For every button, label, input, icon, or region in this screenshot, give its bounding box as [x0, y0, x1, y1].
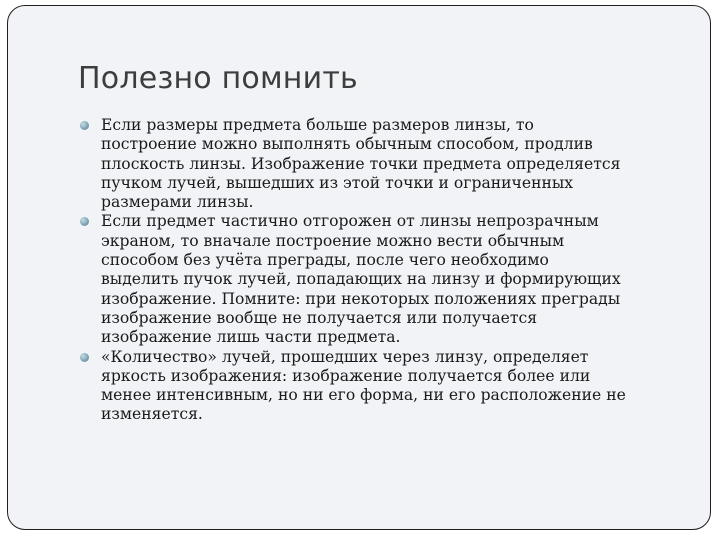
text-line: Если предмет частично отгорожен от линзы непрозрачным [101, 212, 599, 231]
bullet-item [80, 348, 680, 425]
slide-title: Полезно помнить [78, 61, 358, 96]
text-line: яркость изображения: изображение получается более или [101, 366, 591, 385]
text-line: размерами линзы. [101, 193, 254, 212]
bullet-text [101, 116, 680, 212]
bullet-item [80, 212, 680, 347]
bullet-list [80, 116, 680, 425]
text-line: плоскость линзы. Изображение точки предмета определяется [101, 154, 621, 173]
text-line: способом без учёта преграды, после чего необходимо [101, 251, 549, 270]
bullet-text [101, 348, 680, 425]
text-line: «Количество» лучей, прошедших через линзу, определяет [101, 347, 589, 366]
bullet-text [101, 212, 680, 347]
bullet-dot-icon [80, 353, 89, 362]
text-line: изображение. Помните: при некоторых положениях преграды [101, 289, 621, 308]
text-line: изображение лишь части предмета. [101, 328, 401, 347]
bullet-dot-icon [80, 121, 89, 130]
text-line: построение можно выполнять обычным способом, продлив [101, 135, 593, 154]
bullet-dot-icon [80, 217, 89, 226]
bullet-item [80, 116, 680, 212]
text-line: менее интенсивным, но ни его форма, ни его расположение не [101, 386, 626, 405]
text-line: изменяется. [101, 405, 203, 424]
text-line: пучком лучей, вышедших из этой точки и ограниченных [101, 173, 574, 192]
text-line: выделить пучок лучей, попадающих на линзу и формирующих [101, 270, 621, 289]
text-line: Если размеры предмета больше размеров линзы, то [101, 116, 534, 134]
text-line: экраном, то вначале построение можно вести обычным [101, 231, 565, 250]
text-line: изображение вообще не получается или получается [101, 308, 538, 327]
